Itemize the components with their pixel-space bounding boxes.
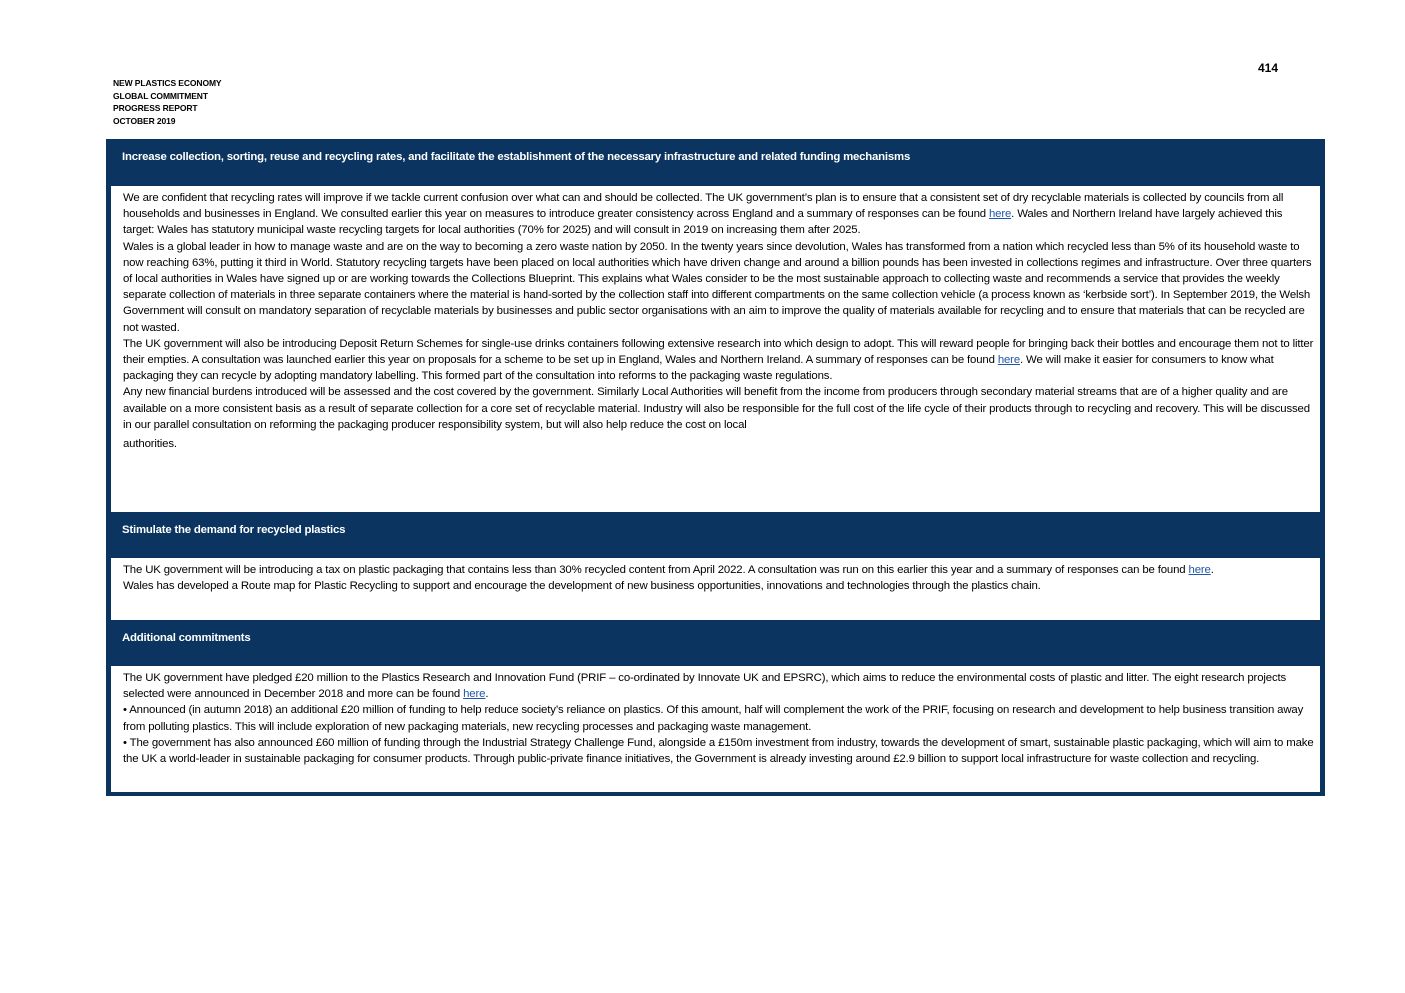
paragraph: authorities. — [123, 438, 177, 451]
here-link[interactable]: here — [988, 208, 1012, 221]
paragraph-text: . — [1210, 564, 1214, 576]
bullet-item: • Announced (in autumn 2018) an additional £20 million of funding to help reduce society’s reliance on plastics. Of this amount, half will complement the work of the PRIF, focusing on research and development to help business transition away from polluting plastics. This will include exploration of new packaging materials, new recycling processes and packaging waste management. — [123, 704, 1304, 733]
paragraph: Any new financial burdens introduced will be assessed and the cost covered by the government. Similarly Local Authorities will benefit from the income from producers through secondary material streams that are of a higher quality and are available on a more consistent basis as a result of separate collection for a core set of recyclable material. Industry will also be responsible for the full cost of the life cycle of their products through to recycling and recovery. This will be discussed in our parallel consultation on reforming the packaging producer responsibility system, but will also help reduce the cost on local — [123, 386, 1310, 431]
paragraph-text: . Wales and Northern Ireland have largely achieved this target: Wales has statutory municipal waste recycling targets for local authorities (70% for 2025) and will consult in 2019 on increasing them after 2025. — [123, 208, 1283, 237]
report-header-line: OCTOBER 2019 — [113, 115, 176, 126]
here-link[interactable]: here — [997, 354, 1021, 367]
section-heading-collection: Increase collection, sorting, reuse and recycling rates, and facilitate the establishment of the necessary infrastructure and related funding mechanisms — [122, 151, 911, 163]
paragraph: Wales has developed a Route map for Plastic Recycling to support and encourage the development of new business opportunities, innovations and technologies through the plastics chain. — [123, 580, 1041, 593]
page-number: 414 — [1258, 61, 1279, 75]
paragraph-text: The UK government will also be introducing Deposit Return Schemes for single-use drinks containers following extensive research into which design to adopt. This will reward people for bringing back their bottles and encourage them not to litter their empties. A consultation was launched earlier this year on proposals for a scheme to be set up in England, Wales and Northern Ireland. A summary of responses can be found — [123, 337, 1314, 367]
paragraph-text: . We will make it easier for consumers to know what packaging they can recycle by adopting mandatory labelling. This formed part of the consultation into reforms to the packaging waste regulations. — [123, 354, 1274, 383]
section-body-additional — [111, 666, 1320, 792]
section-body-demand — [111, 558, 1320, 620]
paragraph — [123, 336, 1315, 385]
report-header-line: NEW PLASTICS ECONOMY — [113, 78, 222, 88]
report-header-line: GLOBAL COMMITMENT — [113, 90, 208, 101]
section-heading-additional: Additional commitments — [122, 632, 251, 644]
section-heading-demand: Stimulate the demand for recycled plastics — [122, 524, 346, 536]
here-link[interactable]: here — [463, 688, 486, 701]
report-header — [113, 77, 222, 127]
paragraph: Wales is a global leader in how to manage waste and are on the way to becoming a zero waste nation by 2050. In the twenty years since devolution, Wales has transformed from a nation which recycled less than 5% of its household waste to now reaching 63%, putting it third in World. Statutory recycling targets have been placed on local authorities which have driven change and around a billion pounds has been invested in collections regimes and infrastructure. Over three quarters of local authorities in Wales have signed up or are working towards the Collections Blueprint. This explains what Wales consider to be the most sustainable approach to collecting waste and recommends a service that provides the weekly separate collection of materials in three separate containers where the material is hand-sorted by the collection staff into different compartments on the same collection vehicle (a process known as ‘kerbside sort’). In September 2019, the Welsh Government will consult on mandatory separation of recyclable materials by businesses and public sector organisations with an aim to improve the quality of materials available for recycling and to ensure that materials that can be recycled are not wasted. — [123, 240, 1312, 334]
report-header-line: PROGRESS REPORT — [113, 103, 198, 113]
paragraph-text: The UK government have pledged £20 million to the Plastics Research and Innovation Fund (PRIF – co-ordinated by Innovate UK and EPSRC), which aims to reduce the environmental costs of plastic and litter. The eight research projects selected were announced in December 2018 and more can be found — [123, 672, 1287, 701]
paragraph — [123, 190, 1315, 239]
paragraph-text: The UK government will be introducing a tax on plastic packaging that contains less than 30% recycled content from April 2022. A consultation was run on this earlier this year and a summary of responses can be found — [123, 564, 1189, 576]
section-body-collection — [111, 186, 1320, 512]
commitments-table — [106, 139, 1325, 796]
paragraph-text: . — [485, 688, 489, 701]
bullet-item: • The government has also announced £60 million of funding through the Industrial Strategy Challenge Fund, alongside a £150m investment from industry, towards the development of smart, sustainable plastic packaging, which will aim to make the UK a world-leader in sustainable packaging for consumer products. Through public-private finance initiatives, the Government is already investing around £2.9 billion to support local infrastructure for waste collection and recycling. — [123, 736, 1314, 766]
paragraph-text: We are confident that recycling rates will improve if we tackle current confusion over what can and should be collected. The UK government’s plan is to ensure that a consistent set of dry recyclable materials is collected by councils from all households and businesses in England. We consulted earlier this year on measures to introduce greater consistency across England and a summary of responses can be found — [123, 192, 1284, 221]
paragraph — [123, 562, 1315, 578]
here-link[interactable]: here — [1188, 564, 1211, 576]
paragraph — [123, 670, 1315, 702]
